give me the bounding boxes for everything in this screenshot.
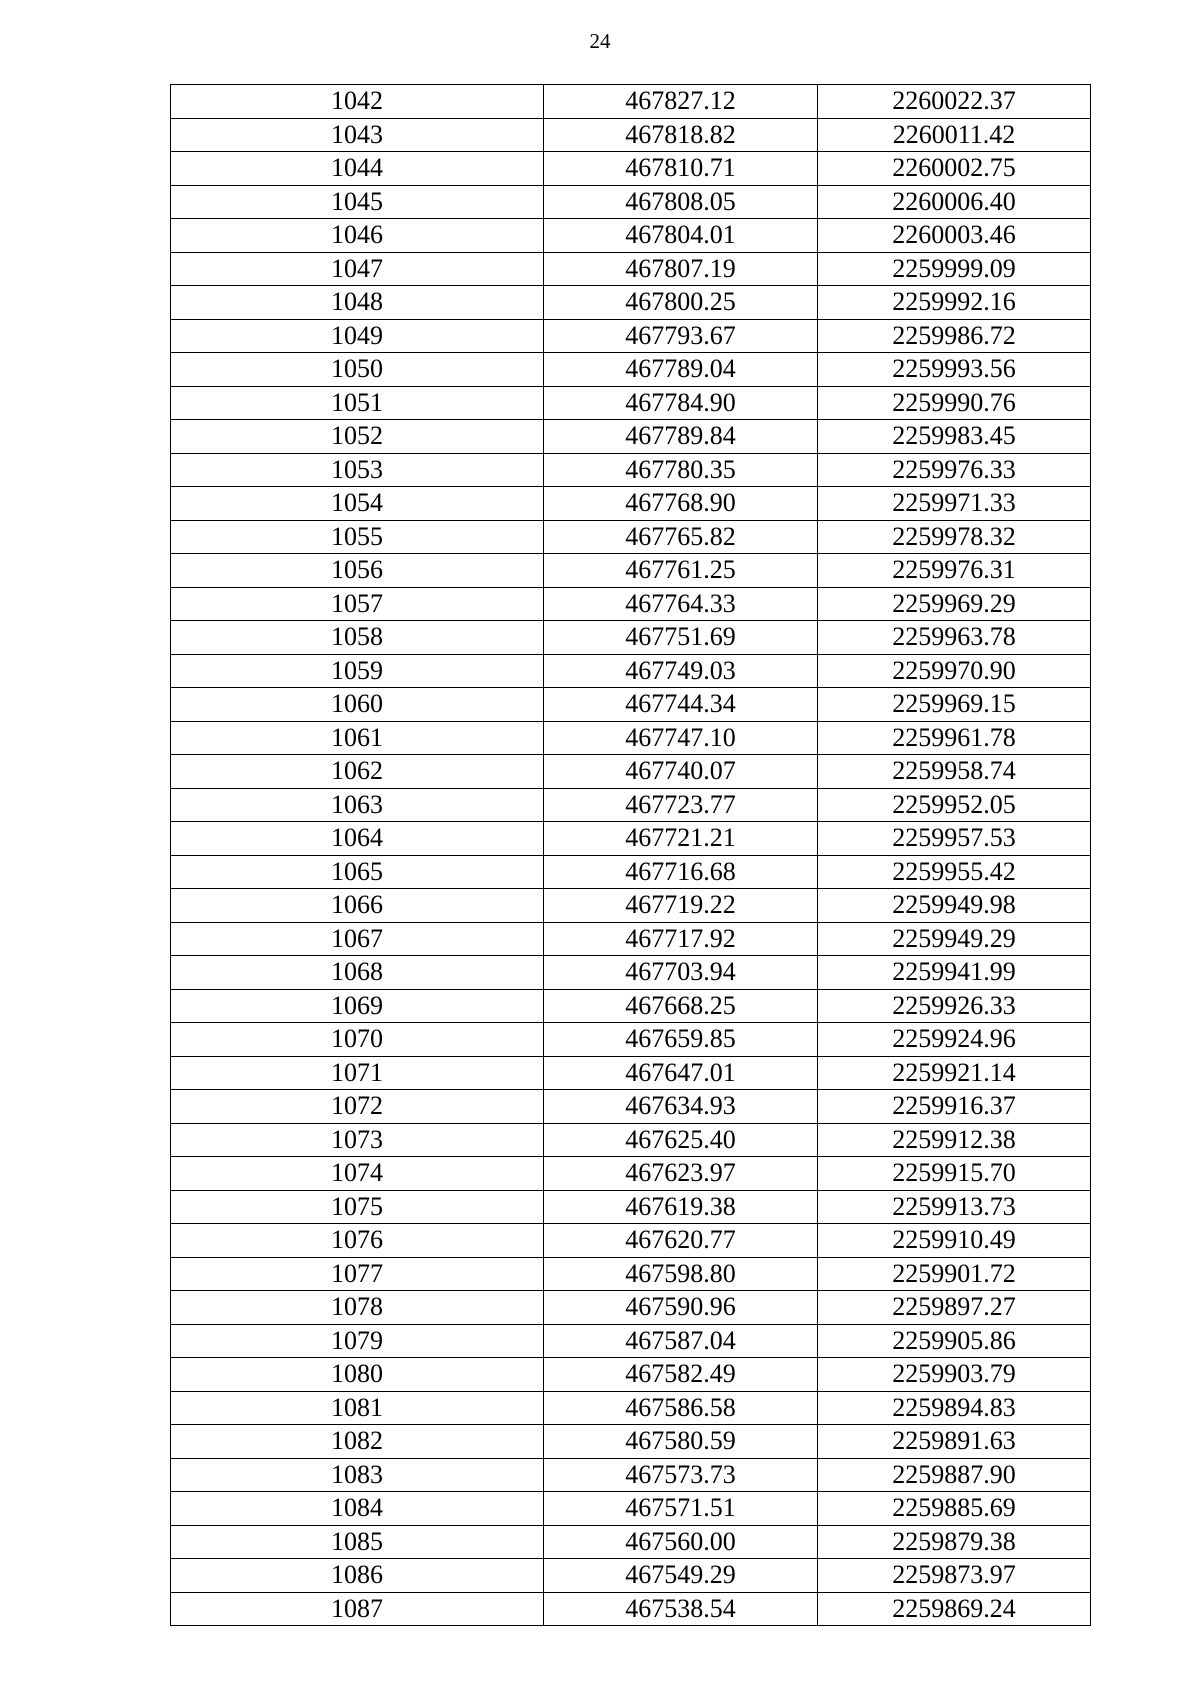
- point-number-cell: 1077: [171, 1257, 544, 1291]
- x-coordinate-cell: 467764.33: [544, 587, 818, 621]
- x-coordinate-cell: 467808.05: [544, 185, 818, 219]
- point-number-cell: 1047: [171, 252, 544, 286]
- y-coordinate-cell: 2259999.09: [818, 252, 1091, 286]
- x-coordinate-cell: 467623.97: [544, 1157, 818, 1191]
- y-coordinate-cell: 2259983.45: [818, 420, 1091, 454]
- x-coordinate-cell: 467549.29: [544, 1559, 818, 1593]
- x-coordinate-cell: 467765.82: [544, 520, 818, 554]
- y-coordinate-cell: 2259903.79: [818, 1358, 1091, 1392]
- page-number: 24: [589, 29, 611, 53]
- point-number-cell: 1066: [171, 889, 544, 923]
- y-coordinate-cell: 2259897.27: [818, 1291, 1091, 1325]
- y-coordinate-cell: 2259958.74: [818, 755, 1091, 789]
- x-coordinate-cell: 467818.82: [544, 118, 818, 152]
- point-number-cell: 1057: [171, 587, 544, 621]
- point-number-cell: 1082: [171, 1425, 544, 1459]
- point-number-cell: 1058: [171, 621, 544, 655]
- x-coordinate-cell: 467582.49: [544, 1358, 818, 1392]
- x-coordinate-cell: 467784.90: [544, 386, 818, 420]
- point-number-cell: 1050: [171, 353, 544, 387]
- y-coordinate-cell: 2259957.53: [818, 822, 1091, 856]
- y-coordinate-cell: 2259949.98: [818, 889, 1091, 923]
- table-row: [171, 152, 1091, 186]
- point-number-cell: 1069: [171, 989, 544, 1023]
- x-coordinate-cell: 467580.59: [544, 1425, 818, 1459]
- y-coordinate-cell: 2259971.33: [818, 487, 1091, 521]
- table-row: [171, 1458, 1091, 1492]
- point-number-cell: 1083: [171, 1458, 544, 1492]
- table-row: [171, 1023, 1091, 1057]
- x-coordinate-cell: 467647.01: [544, 1056, 818, 1090]
- x-coordinate-cell: 467587.04: [544, 1324, 818, 1358]
- x-coordinate-cell: 467810.71: [544, 152, 818, 186]
- x-coordinate-cell: 467800.25: [544, 286, 818, 320]
- x-coordinate-cell: 467571.51: [544, 1492, 818, 1526]
- y-coordinate-cell: 2259949.29: [818, 922, 1091, 956]
- point-number-cell: 1044: [171, 152, 544, 186]
- x-coordinate-cell: 467560.00: [544, 1525, 818, 1559]
- x-coordinate-cell: 467625.40: [544, 1123, 818, 1157]
- y-coordinate-cell: 2259916.37: [818, 1090, 1091, 1124]
- x-coordinate-cell: 467538.54: [544, 1592, 818, 1626]
- y-coordinate-cell: 2259924.96: [818, 1023, 1091, 1057]
- x-coordinate-cell: 467590.96: [544, 1291, 818, 1325]
- point-number-cell: 1079: [171, 1324, 544, 1358]
- table-row: [171, 252, 1091, 286]
- point-number-cell: 1054: [171, 487, 544, 521]
- x-coordinate-cell: 467634.93: [544, 1090, 818, 1124]
- y-coordinate-cell: 2259970.90: [818, 654, 1091, 688]
- table-row: [171, 420, 1091, 454]
- table-row: [171, 1224, 1091, 1258]
- y-coordinate-cell: 2259963.78: [818, 621, 1091, 655]
- point-number-cell: 1055: [171, 520, 544, 554]
- point-number-cell: 1051: [171, 386, 544, 420]
- point-number-cell: 1080: [171, 1358, 544, 1392]
- y-coordinate-cell: 2259901.72: [818, 1257, 1091, 1291]
- x-coordinate-cell: 467827.12: [544, 85, 818, 119]
- table-row: [171, 956, 1091, 990]
- y-coordinate-cell: 2259915.70: [818, 1157, 1091, 1191]
- table-row: [171, 889, 1091, 923]
- table-row: [171, 1425, 1091, 1459]
- table-row: [171, 922, 1091, 956]
- x-coordinate-cell: 467768.90: [544, 487, 818, 521]
- table-row: [171, 1324, 1091, 1358]
- point-number-cell: 1046: [171, 219, 544, 253]
- table-row: [171, 1525, 1091, 1559]
- x-coordinate-cell: 467717.92: [544, 922, 818, 956]
- table-row: [171, 989, 1091, 1023]
- point-number-cell: 1049: [171, 319, 544, 353]
- y-coordinate-cell: 2260002.75: [818, 152, 1091, 186]
- point-number-cell: 1081: [171, 1391, 544, 1425]
- y-coordinate-cell: 2259910.49: [818, 1224, 1091, 1258]
- point-number-cell: 1071: [171, 1056, 544, 1090]
- y-coordinate-cell: 2260003.46: [818, 219, 1091, 253]
- x-coordinate-cell: 467804.01: [544, 219, 818, 253]
- x-coordinate-cell: 467573.73: [544, 1458, 818, 1492]
- point-number-cell: 1043: [171, 118, 544, 152]
- point-number-cell: 1059: [171, 654, 544, 688]
- y-coordinate-cell: 2259913.73: [818, 1190, 1091, 1224]
- x-coordinate-cell: 467747.10: [544, 721, 818, 755]
- table-row: [171, 788, 1091, 822]
- table-row: [171, 855, 1091, 889]
- table-row: [171, 1090, 1091, 1124]
- x-coordinate-cell: 467780.35: [544, 453, 818, 487]
- y-coordinate-cell: 2259873.97: [818, 1559, 1091, 1593]
- y-coordinate-cell: 2259869.24: [818, 1592, 1091, 1626]
- table-row: [171, 1056, 1091, 1090]
- point-number-cell: 1053: [171, 453, 544, 487]
- table-row: [171, 487, 1091, 521]
- point-number-cell: 1086: [171, 1559, 544, 1593]
- x-coordinate-cell: 467719.22: [544, 889, 818, 923]
- point-number-cell: 1065: [171, 855, 544, 889]
- y-coordinate-cell: 2259978.32: [818, 520, 1091, 554]
- y-coordinate-cell: 2260022.37: [818, 85, 1091, 119]
- y-coordinate-cell: 2259992.16: [818, 286, 1091, 320]
- x-coordinate-cell: 467749.03: [544, 654, 818, 688]
- x-coordinate-cell: 467668.25: [544, 989, 818, 1023]
- table-row: [171, 219, 1091, 253]
- point-number-cell: 1048: [171, 286, 544, 320]
- x-coordinate-cell: 467586.58: [544, 1391, 818, 1425]
- y-coordinate-cell: 2259894.83: [818, 1391, 1091, 1425]
- point-number-cell: 1056: [171, 554, 544, 588]
- y-coordinate-cell: 2259961.78: [818, 721, 1091, 755]
- table-row: [171, 319, 1091, 353]
- table-row: [171, 688, 1091, 722]
- point-number-cell: 1064: [171, 822, 544, 856]
- table-row: [171, 353, 1091, 387]
- point-number-cell: 1061: [171, 721, 544, 755]
- table-row: [171, 1559, 1091, 1593]
- table-row: [171, 554, 1091, 588]
- table-row: [171, 1391, 1091, 1425]
- point-number-cell: 1068: [171, 956, 544, 990]
- table-row: [171, 1257, 1091, 1291]
- y-coordinate-cell: 2260011.42: [818, 118, 1091, 152]
- point-number-cell: 1078: [171, 1291, 544, 1325]
- x-coordinate-cell: 467598.80: [544, 1257, 818, 1291]
- x-coordinate-cell: 467619.38: [544, 1190, 818, 1224]
- point-number-cell: 1070: [171, 1023, 544, 1057]
- x-coordinate-cell: 467703.94: [544, 956, 818, 990]
- table-row: [171, 1492, 1091, 1526]
- point-number-cell: 1075: [171, 1190, 544, 1224]
- x-coordinate-cell: 467751.69: [544, 621, 818, 655]
- table-row: [171, 520, 1091, 554]
- table-row: [171, 85, 1091, 119]
- coordinates-table-body: [171, 85, 1091, 1626]
- point-number-cell: 1062: [171, 755, 544, 789]
- y-coordinate-cell: 2259993.56: [818, 353, 1091, 387]
- x-coordinate-cell: 467716.68: [544, 855, 818, 889]
- table-row: [171, 185, 1091, 219]
- y-coordinate-cell: 2259976.31: [818, 554, 1091, 588]
- y-coordinate-cell: 2259921.14: [818, 1056, 1091, 1090]
- x-coordinate-cell: 467620.77: [544, 1224, 818, 1258]
- table-row: [171, 286, 1091, 320]
- coordinates-table: [170, 84, 1091, 1626]
- point-number-cell: 1052: [171, 420, 544, 454]
- y-coordinate-cell: 2259926.33: [818, 989, 1091, 1023]
- table-row: [171, 654, 1091, 688]
- table-row: [171, 822, 1091, 856]
- x-coordinate-cell: 467789.84: [544, 420, 818, 454]
- x-coordinate-cell: 467807.19: [544, 252, 818, 286]
- point-number-cell: 1060: [171, 688, 544, 722]
- table-row: [171, 386, 1091, 420]
- y-coordinate-cell: 2259885.69: [818, 1492, 1091, 1526]
- y-coordinate-cell: 2259976.33: [818, 453, 1091, 487]
- table-row: [171, 453, 1091, 487]
- y-coordinate-cell: 2259952.05: [818, 788, 1091, 822]
- point-number-cell: 1085: [171, 1525, 544, 1559]
- y-coordinate-cell: 2259912.38: [818, 1123, 1091, 1157]
- x-coordinate-cell: 467723.77: [544, 788, 818, 822]
- y-coordinate-cell: 2259905.86: [818, 1324, 1091, 1358]
- table-row: [171, 1291, 1091, 1325]
- table-row: [171, 755, 1091, 789]
- y-coordinate-cell: 2259986.72: [818, 319, 1091, 353]
- y-coordinate-cell: 2259969.29: [818, 587, 1091, 621]
- table-row: [171, 1123, 1091, 1157]
- point-number-cell: 1084: [171, 1492, 544, 1526]
- table-row: [171, 1592, 1091, 1626]
- table-row: [171, 1190, 1091, 1224]
- y-coordinate-cell: 2259969.15: [818, 688, 1091, 722]
- y-coordinate-cell: 2259955.42: [818, 855, 1091, 889]
- point-number-cell: 1073: [171, 1123, 544, 1157]
- table-row: [171, 1358, 1091, 1392]
- point-number-cell: 1042: [171, 85, 544, 119]
- table-row: [171, 621, 1091, 655]
- y-coordinate-cell: 2259891.63: [818, 1425, 1091, 1459]
- x-coordinate-cell: 467659.85: [544, 1023, 818, 1057]
- y-coordinate-cell: 2259941.99: [818, 956, 1091, 990]
- x-coordinate-cell: 467744.34: [544, 688, 818, 722]
- x-coordinate-cell: 467761.25: [544, 554, 818, 588]
- point-number-cell: 1076: [171, 1224, 544, 1258]
- point-number-cell: 1045: [171, 185, 544, 219]
- table-row: [171, 587, 1091, 621]
- point-number-cell: 1072: [171, 1090, 544, 1124]
- table-row: [171, 721, 1091, 755]
- y-coordinate-cell: 2260006.40: [818, 185, 1091, 219]
- point-number-cell: 1087: [171, 1592, 544, 1626]
- point-number-cell: 1063: [171, 788, 544, 822]
- table-row: [171, 1157, 1091, 1191]
- x-coordinate-cell: 467789.04: [544, 353, 818, 387]
- x-coordinate-cell: 467793.67: [544, 319, 818, 353]
- point-number-cell: 1074: [171, 1157, 544, 1191]
- y-coordinate-cell: 2259990.76: [818, 386, 1091, 420]
- y-coordinate-cell: 2259887.90: [818, 1458, 1091, 1492]
- y-coordinate-cell: 2259879.38: [818, 1525, 1091, 1559]
- x-coordinate-cell: 467740.07: [544, 755, 818, 789]
- point-number-cell: 1067: [171, 922, 544, 956]
- x-coordinate-cell: 467721.21: [544, 822, 818, 856]
- table-row: [171, 118, 1091, 152]
